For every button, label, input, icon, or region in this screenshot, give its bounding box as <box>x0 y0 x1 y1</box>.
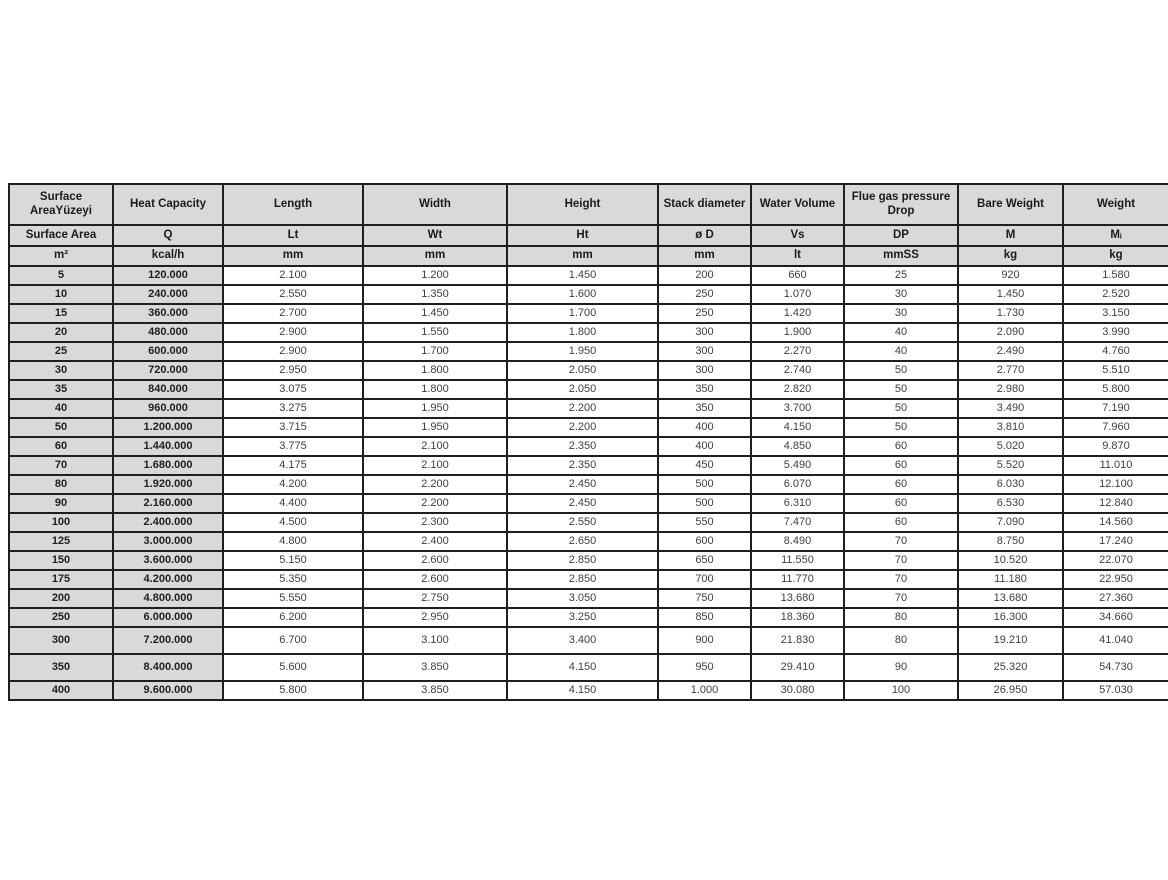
value-cell: 3.850 <box>363 681 507 700</box>
column-unit-1: kcal/h <box>113 246 223 266</box>
value-cell: 1.450 <box>507 266 658 285</box>
value-cell: 2.450 <box>507 494 658 513</box>
row-label-cell: 4.200.000 <box>113 570 223 589</box>
row-label-cell: 240.000 <box>113 285 223 304</box>
value-cell: 5.800 <box>1063 380 1168 399</box>
column-symbol-6: Vs <box>751 225 844 246</box>
value-cell: 50 <box>844 399 958 418</box>
value-cell: 18.360 <box>751 608 844 627</box>
row-label-cell: 1.440.000 <box>113 437 223 456</box>
value-cell: 1.950 <box>507 342 658 361</box>
header-title-row <box>9 184 1168 225</box>
value-cell: 70 <box>844 551 958 570</box>
table-row <box>9 589 1168 608</box>
value-cell: 2.100 <box>363 437 507 456</box>
value-cell: 12.840 <box>1063 494 1168 513</box>
row-label-cell: 7.200.000 <box>113 627 223 654</box>
row-label-cell: 3.600.000 <box>113 551 223 570</box>
value-cell: 26.950 <box>958 681 1063 700</box>
value-cell: 4.850 <box>751 437 844 456</box>
row-label-cell: 300 <box>9 627 113 654</box>
value-cell: 4.150 <box>507 681 658 700</box>
table-row <box>9 437 1168 456</box>
row-label-cell: 35 <box>9 380 113 399</box>
table-row <box>9 608 1168 627</box>
column-unit-8: kg <box>958 246 1063 266</box>
value-cell: 500 <box>658 494 751 513</box>
column-unit-2: mm <box>223 246 363 266</box>
value-cell: 2.950 <box>223 361 363 380</box>
value-cell: 2.490 <box>958 342 1063 361</box>
value-cell: 300 <box>658 323 751 342</box>
value-cell: 3.100 <box>363 627 507 654</box>
value-cell: 57.030 <box>1063 681 1168 700</box>
value-cell: 3.275 <box>223 399 363 418</box>
column-title-6: Water Volume <box>751 184 844 225</box>
column-symbol-4: Ht <box>507 225 658 246</box>
value-cell: 750 <box>658 589 751 608</box>
column-title-7: Flue gas pressure Drop <box>844 184 958 225</box>
row-label-cell: 8.400.000 <box>113 654 223 681</box>
value-cell: 1.000 <box>658 681 751 700</box>
column-unit-0: m² <box>9 246 113 266</box>
value-cell: 650 <box>658 551 751 570</box>
row-label-cell: 960.000 <box>113 399 223 418</box>
value-cell: 5.520 <box>958 456 1063 475</box>
value-cell: 1.450 <box>363 304 507 323</box>
value-cell: 4.400 <box>223 494 363 513</box>
boiler-spec-table <box>8 183 1168 701</box>
value-cell: 600 <box>658 532 751 551</box>
value-cell: 400 <box>658 418 751 437</box>
value-cell: 6.530 <box>958 494 1063 513</box>
table-row <box>9 681 1168 700</box>
value-cell: 11.180 <box>958 570 1063 589</box>
value-cell: 2.850 <box>507 551 658 570</box>
row-label-cell: 4.800.000 <box>113 589 223 608</box>
value-cell: 300 <box>658 361 751 380</box>
value-cell: 60 <box>844 437 958 456</box>
value-cell: 2.300 <box>363 513 507 532</box>
column-unit-7: mmSS <box>844 246 958 266</box>
value-cell: 500 <box>658 475 751 494</box>
row-label-cell: 150 <box>9 551 113 570</box>
value-cell: 2.400 <box>363 532 507 551</box>
value-cell: 5.150 <box>223 551 363 570</box>
row-label-cell: 125 <box>9 532 113 551</box>
value-cell: 8.750 <box>958 532 1063 551</box>
value-cell: 2.100 <box>223 266 363 285</box>
row-label-cell: 360.000 <box>113 304 223 323</box>
column-unit-6: lt <box>751 246 844 266</box>
row-label-cell: 600.000 <box>113 342 223 361</box>
header-unit-row <box>9 246 1168 266</box>
value-cell: 19.210 <box>958 627 1063 654</box>
value-cell: 50 <box>844 361 958 380</box>
table-row <box>9 475 1168 494</box>
row-label-cell: 400 <box>9 681 113 700</box>
row-label-cell: 3.000.000 <box>113 532 223 551</box>
value-cell: 30.080 <box>751 681 844 700</box>
value-cell: 350 <box>658 399 751 418</box>
value-cell: 2.550 <box>223 285 363 304</box>
value-cell: 4.500 <box>223 513 363 532</box>
value-cell: 550 <box>658 513 751 532</box>
column-unit-5: mm <box>658 246 751 266</box>
value-cell: 700 <box>658 570 751 589</box>
value-cell: 3.775 <box>223 437 363 456</box>
value-cell: 6.200 <box>223 608 363 627</box>
value-cell: 900 <box>658 627 751 654</box>
value-cell: 2.770 <box>958 361 1063 380</box>
value-cell: 6.310 <box>751 494 844 513</box>
row-label-cell: 250 <box>9 608 113 627</box>
value-cell: 8.490 <box>751 532 844 551</box>
value-cell: 60 <box>844 513 958 532</box>
value-cell: 2.600 <box>363 551 507 570</box>
row-label-cell: 2.400.000 <box>113 513 223 532</box>
value-cell: 13.680 <box>958 589 1063 608</box>
column-symbol-5: ø D <box>658 225 751 246</box>
column-title-3: Width <box>363 184 507 225</box>
value-cell: 1.550 <box>363 323 507 342</box>
value-cell: 40 <box>844 342 958 361</box>
table-row <box>9 399 1168 418</box>
value-cell: 1.600 <box>507 285 658 304</box>
column-title-1: Heat Capacity <box>113 184 223 225</box>
value-cell: 2.900 <box>223 323 363 342</box>
value-cell: 3.810 <box>958 418 1063 437</box>
value-cell: 30 <box>844 285 958 304</box>
row-label-cell: 15 <box>9 304 113 323</box>
value-cell: 2.100 <box>363 456 507 475</box>
row-label-cell: 6.000.000 <box>113 608 223 627</box>
value-cell: 3.990 <box>1063 323 1168 342</box>
value-cell: 2.520 <box>1063 285 1168 304</box>
row-label-cell: 9.600.000 <box>113 681 223 700</box>
row-label-cell: 120.000 <box>113 266 223 285</box>
value-cell: 1.730 <box>958 304 1063 323</box>
value-cell: 6.030 <box>958 475 1063 494</box>
value-cell: 22.070 <box>1063 551 1168 570</box>
column-symbol-8: M <box>958 225 1063 246</box>
value-cell: 2.050 <box>507 361 658 380</box>
value-cell: 29.410 <box>751 654 844 681</box>
table-row <box>9 532 1168 551</box>
table-row <box>9 456 1168 475</box>
value-cell: 60 <box>844 475 958 494</box>
value-cell: 2.820 <box>751 380 844 399</box>
value-cell: 5.600 <box>223 654 363 681</box>
value-cell: 7.190 <box>1063 399 1168 418</box>
value-cell: 2.350 <box>507 456 658 475</box>
table-body <box>9 266 1168 700</box>
value-cell: 4.760 <box>1063 342 1168 361</box>
value-cell: 1.200 <box>363 266 507 285</box>
value-cell: 60 <box>844 456 958 475</box>
value-cell: 1.950 <box>363 418 507 437</box>
row-label-cell: 70 <box>9 456 113 475</box>
value-cell: 1.420 <box>751 304 844 323</box>
value-cell: 3.715 <box>223 418 363 437</box>
value-cell: 60 <box>844 494 958 513</box>
value-cell: 4.150 <box>507 654 658 681</box>
table-row <box>9 418 1168 437</box>
value-cell: 920 <box>958 266 1063 285</box>
table-row <box>9 285 1168 304</box>
value-cell: 80 <box>844 608 958 627</box>
row-label-cell: 20 <box>9 323 113 342</box>
value-cell: 1.580 <box>1063 266 1168 285</box>
table-row <box>9 570 1168 589</box>
value-cell: 27.360 <box>1063 589 1168 608</box>
column-title-4: Height <box>507 184 658 225</box>
value-cell: 2.050 <box>507 380 658 399</box>
row-label-cell: 2.160.000 <box>113 494 223 513</box>
value-cell: 41.040 <box>1063 627 1168 654</box>
value-cell: 11.550 <box>751 551 844 570</box>
row-label-cell: 40 <box>9 399 113 418</box>
row-label-cell: 5 <box>9 266 113 285</box>
row-label-cell: 350 <box>9 654 113 681</box>
value-cell: 350 <box>658 380 751 399</box>
value-cell: 2.450 <box>507 475 658 494</box>
value-cell: 2.750 <box>363 589 507 608</box>
value-cell: 70 <box>844 570 958 589</box>
table-header <box>9 184 1168 266</box>
row-label-cell: 90 <box>9 494 113 513</box>
row-label-cell: 30 <box>9 361 113 380</box>
value-cell: 2.600 <box>363 570 507 589</box>
value-cell: 25.320 <box>958 654 1063 681</box>
value-cell: 9.870 <box>1063 437 1168 456</box>
value-cell: 1.350 <box>363 285 507 304</box>
value-cell: 90 <box>844 654 958 681</box>
value-cell: 7.090 <box>958 513 1063 532</box>
value-cell: 1.800 <box>363 380 507 399</box>
value-cell: 2.900 <box>223 342 363 361</box>
column-unit-3: mm <box>363 246 507 266</box>
table-row <box>9 494 1168 513</box>
column-symbol-9: Mᵢ <box>1063 225 1168 246</box>
row-label-cell: 1.920.000 <box>113 475 223 494</box>
value-cell: 2.700 <box>223 304 363 323</box>
value-cell: 7.470 <box>751 513 844 532</box>
table-row <box>9 266 1168 285</box>
value-cell: 70 <box>844 589 958 608</box>
value-cell: 3.075 <box>223 380 363 399</box>
value-cell: 54.730 <box>1063 654 1168 681</box>
value-cell: 2.350 <box>507 437 658 456</box>
column-unit-9: kg <box>1063 246 1168 266</box>
value-cell: 17.240 <box>1063 532 1168 551</box>
value-cell: 1.700 <box>507 304 658 323</box>
value-cell: 3.850 <box>363 654 507 681</box>
value-cell: 2.980 <box>958 380 1063 399</box>
row-label-cell: 1.680.000 <box>113 456 223 475</box>
value-cell: 950 <box>658 654 751 681</box>
value-cell: 4.800 <box>223 532 363 551</box>
spec-table-container <box>8 183 1168 701</box>
row-label-cell: 840.000 <box>113 380 223 399</box>
value-cell: 5.020 <box>958 437 1063 456</box>
value-cell: 3.050 <box>507 589 658 608</box>
value-cell: 21.830 <box>751 627 844 654</box>
value-cell: 2.650 <box>507 532 658 551</box>
value-cell: 30 <box>844 304 958 323</box>
column-symbol-3: Wt <box>363 225 507 246</box>
value-cell: 3.400 <box>507 627 658 654</box>
value-cell: 4.175 <box>223 456 363 475</box>
value-cell: 6.700 <box>223 627 363 654</box>
table-row <box>9 654 1168 681</box>
value-cell: 7.960 <box>1063 418 1168 437</box>
value-cell: 11.010 <box>1063 456 1168 475</box>
value-cell: 3.490 <box>958 399 1063 418</box>
row-label-cell: 1.200.000 <box>113 418 223 437</box>
value-cell: 13.680 <box>751 589 844 608</box>
value-cell: 200 <box>658 266 751 285</box>
value-cell: 11.770 <box>751 570 844 589</box>
table-row <box>9 551 1168 570</box>
column-symbol-2: Lt <box>223 225 363 246</box>
value-cell: 5.550 <box>223 589 363 608</box>
value-cell: 2.950 <box>363 608 507 627</box>
value-cell: 450 <box>658 456 751 475</box>
value-cell: 660 <box>751 266 844 285</box>
column-symbol-1: Q <box>113 225 223 246</box>
value-cell: 1.700 <box>363 342 507 361</box>
value-cell: 2.200 <box>363 475 507 494</box>
value-cell: 250 <box>658 285 751 304</box>
value-cell: 22.950 <box>1063 570 1168 589</box>
value-cell: 16.300 <box>958 608 1063 627</box>
row-label-cell: 200 <box>9 589 113 608</box>
row-label-cell: 480.000 <box>113 323 223 342</box>
value-cell: 4.150 <box>751 418 844 437</box>
value-cell: 40 <box>844 323 958 342</box>
value-cell: 2.200 <box>363 494 507 513</box>
column-symbol-0: Surface Area <box>9 225 113 246</box>
value-cell: 2.740 <box>751 361 844 380</box>
value-cell: 850 <box>658 608 751 627</box>
column-title-8: Bare Weight <box>958 184 1063 225</box>
table-row <box>9 342 1168 361</box>
table-row <box>9 304 1168 323</box>
table-row <box>9 323 1168 342</box>
table-row <box>9 513 1168 532</box>
table-row <box>9 361 1168 380</box>
value-cell: 1.800 <box>507 323 658 342</box>
value-cell: 5.350 <box>223 570 363 589</box>
value-cell: 50 <box>844 418 958 437</box>
column-title-2: Length <box>223 184 363 225</box>
value-cell: 400 <box>658 437 751 456</box>
value-cell: 300 <box>658 342 751 361</box>
value-cell: 1.450 <box>958 285 1063 304</box>
column-unit-4: mm <box>507 246 658 266</box>
value-cell: 34.660 <box>1063 608 1168 627</box>
column-title-9: Weight <box>1063 184 1168 225</box>
table-row <box>9 380 1168 399</box>
row-label-cell: 60 <box>9 437 113 456</box>
value-cell: 80 <box>844 627 958 654</box>
row-label-cell: 100 <box>9 513 113 532</box>
row-label-cell: 720.000 <box>113 361 223 380</box>
value-cell: 70 <box>844 532 958 551</box>
value-cell: 3.150 <box>1063 304 1168 323</box>
value-cell: 2.090 <box>958 323 1063 342</box>
value-cell: 50 <box>844 380 958 399</box>
value-cell: 5.510 <box>1063 361 1168 380</box>
value-cell: 14.560 <box>1063 513 1168 532</box>
value-cell: 2.850 <box>507 570 658 589</box>
value-cell: 25 <box>844 266 958 285</box>
row-label-cell: 25 <box>9 342 113 361</box>
row-label-cell: 80 <box>9 475 113 494</box>
value-cell: 2.270 <box>751 342 844 361</box>
header-symbol-row <box>9 225 1168 246</box>
value-cell: 1.800 <box>363 361 507 380</box>
value-cell: 5.490 <box>751 456 844 475</box>
value-cell: 12.100 <box>1063 475 1168 494</box>
value-cell: 5.800 <box>223 681 363 700</box>
value-cell: 2.200 <box>507 418 658 437</box>
row-label-cell: 10 <box>9 285 113 304</box>
column-symbol-7: DP <box>844 225 958 246</box>
table-row <box>9 627 1168 654</box>
value-cell: 3.250 <box>507 608 658 627</box>
value-cell: 1.070 <box>751 285 844 304</box>
value-cell: 2.550 <box>507 513 658 532</box>
row-label-cell: 50 <box>9 418 113 437</box>
value-cell: 4.200 <box>223 475 363 494</box>
value-cell: 100 <box>844 681 958 700</box>
row-label-cell: 175 <box>9 570 113 589</box>
value-cell: 2.200 <box>507 399 658 418</box>
value-cell: 1.950 <box>363 399 507 418</box>
value-cell: 6.070 <box>751 475 844 494</box>
column-title-5: Stack diameter <box>658 184 751 225</box>
value-cell: 1.900 <box>751 323 844 342</box>
value-cell: 3.700 <box>751 399 844 418</box>
column-title-0: Surface AreaYüzeyi <box>9 184 113 225</box>
value-cell: 250 <box>658 304 751 323</box>
value-cell: 10.520 <box>958 551 1063 570</box>
